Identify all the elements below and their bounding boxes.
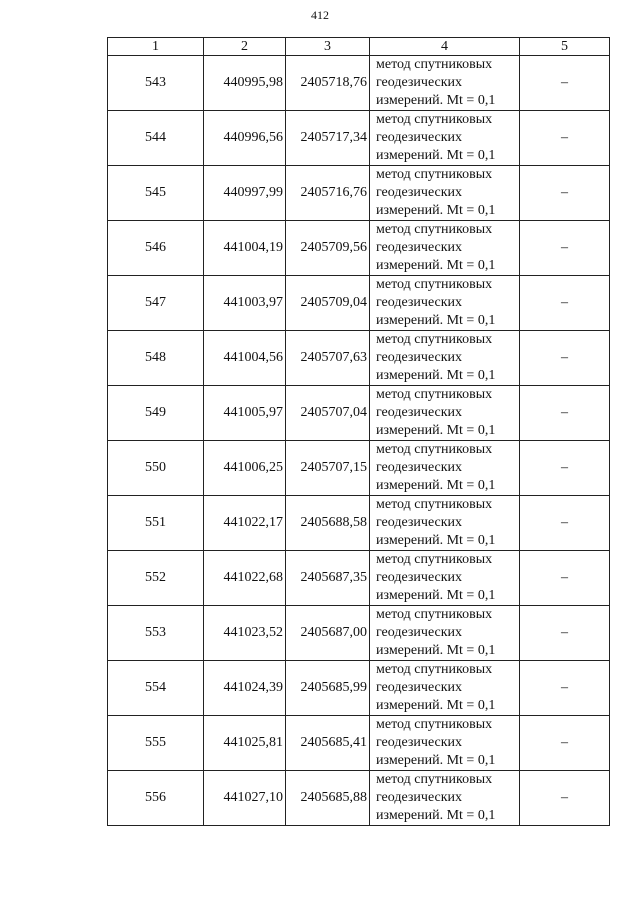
method-text-line: измерений. Mt = 0,1 xyxy=(376,753,496,768)
note-cell: – xyxy=(520,56,610,111)
y-coordinate-cell: 2405687,00 xyxy=(286,606,370,661)
method-text-line: геодезических xyxy=(376,625,463,640)
method-text-line: геодезических xyxy=(376,460,463,475)
table-row xyxy=(108,441,610,496)
table-row xyxy=(108,56,610,111)
y-coordinate-cell: 2405707,04 xyxy=(286,386,370,441)
note-cell: – xyxy=(520,771,610,826)
method-cell xyxy=(370,166,520,221)
x-coordinate-cell: 441004,19 xyxy=(204,221,286,276)
method-text-line: измерений. Mt = 0,1 xyxy=(376,148,496,163)
method-text-line: измерений. Mt = 0,1 xyxy=(376,368,496,383)
method-text-line: измерений. Mt = 0,1 xyxy=(376,423,496,438)
method-cell xyxy=(370,221,520,276)
table-row xyxy=(108,606,610,661)
method-text-line: метод спутниковых xyxy=(376,662,493,677)
x-coordinate-cell: 441022,68 xyxy=(204,551,286,606)
method-cell xyxy=(370,276,520,331)
method-cell xyxy=(370,716,520,771)
x-coordinate-cell: 441006,25 xyxy=(204,441,286,496)
method-text-line: метод спутниковых xyxy=(376,607,493,622)
method-cell xyxy=(370,111,520,166)
y-coordinate-cell: 2405709,56 xyxy=(286,221,370,276)
table-body xyxy=(108,56,610,826)
method-text-line: метод спутниковых xyxy=(376,167,493,182)
table-header xyxy=(108,38,610,56)
y-coordinate-cell: 2405709,04 xyxy=(286,276,370,331)
method-text-line: метод спутниковых xyxy=(376,332,493,347)
point-number-cell: 544 xyxy=(108,111,204,166)
point-number-cell: 555 xyxy=(108,716,204,771)
y-coordinate-cell: 2405685,88 xyxy=(286,771,370,826)
method-text-line: метод спутниковых xyxy=(376,717,493,732)
x-coordinate-cell: 441022,17 xyxy=(204,496,286,551)
method-text-line: измерений. Mt = 0,1 xyxy=(376,588,496,603)
x-coordinate-cell: 440995,98 xyxy=(204,56,286,111)
note-cell: – xyxy=(520,276,610,331)
table-row xyxy=(108,111,610,166)
method-cell xyxy=(370,386,520,441)
x-coordinate-cell: 440996,56 xyxy=(204,111,286,166)
note-cell: – xyxy=(520,166,610,221)
x-coordinate-cell: 441003,97 xyxy=(204,276,286,331)
point-number-cell: 543 xyxy=(108,56,204,111)
y-coordinate-cell: 2405688,58 xyxy=(286,496,370,551)
method-text-line: измерений. Mt = 0,1 xyxy=(376,93,496,108)
coordinates-table xyxy=(107,37,610,826)
method-cell xyxy=(370,661,520,716)
method-text-line: измерений. Mt = 0,1 xyxy=(376,203,496,218)
table-row xyxy=(108,661,610,716)
method-cell xyxy=(370,496,520,551)
table-row xyxy=(108,386,610,441)
method-text-line: метод спутниковых xyxy=(376,57,493,72)
method-text-line: геодезических xyxy=(376,790,463,805)
x-coordinate-cell: 441027,10 xyxy=(204,771,286,826)
point-number-cell: 553 xyxy=(108,606,204,661)
y-coordinate-cell: 2405707,15 xyxy=(286,441,370,496)
method-text-line: метод спутниковых xyxy=(376,222,493,237)
method-text-line: измерений. Mt = 0,1 xyxy=(376,313,496,328)
point-number-cell: 551 xyxy=(108,496,204,551)
method-text-line: измерений. Mt = 0,1 xyxy=(376,698,496,713)
column-header-1: 1 xyxy=(108,38,204,56)
x-coordinate-cell: 441023,52 xyxy=(204,606,286,661)
y-coordinate-cell: 2405718,76 xyxy=(286,56,370,111)
method-text-line: геодезических xyxy=(376,75,463,90)
note-cell: – xyxy=(520,496,610,551)
column-header-4: 4 xyxy=(370,38,520,56)
method-text-line: метод спутниковых xyxy=(376,442,493,457)
y-coordinate-cell: 2405685,41 xyxy=(286,716,370,771)
method-text-line: измерений. Mt = 0,1 xyxy=(376,643,496,658)
method-text-line: метод спутниковых xyxy=(376,497,493,512)
note-cell: – xyxy=(520,441,610,496)
method-text-line: метод спутниковых xyxy=(376,277,493,292)
column-header-5: 5 xyxy=(520,38,610,56)
x-coordinate-cell: 440997,99 xyxy=(204,166,286,221)
header-row xyxy=(108,38,610,56)
y-coordinate-cell: 2405687,35 xyxy=(286,551,370,606)
note-cell: – xyxy=(520,221,610,276)
point-number-cell: 549 xyxy=(108,386,204,441)
y-coordinate-cell: 2405717,34 xyxy=(286,111,370,166)
point-number-cell: 554 xyxy=(108,661,204,716)
method-text-line: метод спутниковых xyxy=(376,772,493,787)
table-row xyxy=(108,716,610,771)
method-cell xyxy=(370,441,520,496)
table-row xyxy=(108,551,610,606)
method-text-line: геодезических xyxy=(376,405,463,420)
point-number-cell: 545 xyxy=(108,166,204,221)
method-text-line: измерений. Mt = 0,1 xyxy=(376,808,496,823)
method-text-line: метод спутниковых xyxy=(376,552,493,567)
method-text-line: измерений. Mt = 0,1 xyxy=(376,478,496,493)
method-text-line: геодезических xyxy=(376,350,463,365)
method-cell xyxy=(370,551,520,606)
method-text-line: геодезических xyxy=(376,295,463,310)
method-text-line: геодезических xyxy=(376,570,463,585)
y-coordinate-cell: 2405716,76 xyxy=(286,166,370,221)
note-cell: – xyxy=(520,716,610,771)
method-text-line: геодезических xyxy=(376,240,463,255)
method-text-line: метод спутниковых xyxy=(376,387,493,402)
note-cell: – xyxy=(520,331,610,386)
point-number-cell: 548 xyxy=(108,331,204,386)
point-number-cell: 552 xyxy=(108,551,204,606)
note-cell: – xyxy=(520,386,610,441)
x-coordinate-cell: 441025,81 xyxy=(204,716,286,771)
note-cell: – xyxy=(520,111,610,166)
method-text-line: измерений. Mt = 0,1 xyxy=(376,258,496,273)
method-text-line: геодезических xyxy=(376,515,463,530)
method-text-line: измерений. Mt = 0,1 xyxy=(376,533,496,548)
y-coordinate-cell: 2405685,99 xyxy=(286,661,370,716)
method-text-line: метод спутниковых xyxy=(376,112,493,127)
point-number-cell: 547 xyxy=(108,276,204,331)
table-row xyxy=(108,771,610,826)
method-cell xyxy=(370,606,520,661)
table-row xyxy=(108,221,610,276)
note-cell: – xyxy=(520,606,610,661)
x-coordinate-cell: 441024,39 xyxy=(204,661,286,716)
point-number-cell: 556 xyxy=(108,771,204,826)
y-coordinate-cell: 2405707,63 xyxy=(286,331,370,386)
method-cell xyxy=(370,771,520,826)
note-cell: – xyxy=(520,661,610,716)
point-number-cell: 550 xyxy=(108,441,204,496)
table-row xyxy=(108,496,610,551)
table-row xyxy=(108,166,610,221)
method-cell xyxy=(370,331,520,386)
page-number: 412 xyxy=(311,8,329,22)
method-text-line: геодезических xyxy=(376,680,463,695)
method-text-line: геодезических xyxy=(376,735,463,750)
x-coordinate-cell: 441004,56 xyxy=(204,331,286,386)
table-row xyxy=(108,276,610,331)
note-cell: – xyxy=(520,551,610,606)
column-header-2: 2 xyxy=(204,38,286,56)
method-cell xyxy=(370,56,520,111)
method-text-line: геодезических xyxy=(376,130,463,145)
point-number-cell: 546 xyxy=(108,221,204,276)
x-coordinate-cell: 441005,97 xyxy=(204,386,286,441)
table-row xyxy=(108,331,610,386)
column-header-3: 3 xyxy=(286,38,370,56)
method-text-line: геодезических xyxy=(376,185,463,200)
